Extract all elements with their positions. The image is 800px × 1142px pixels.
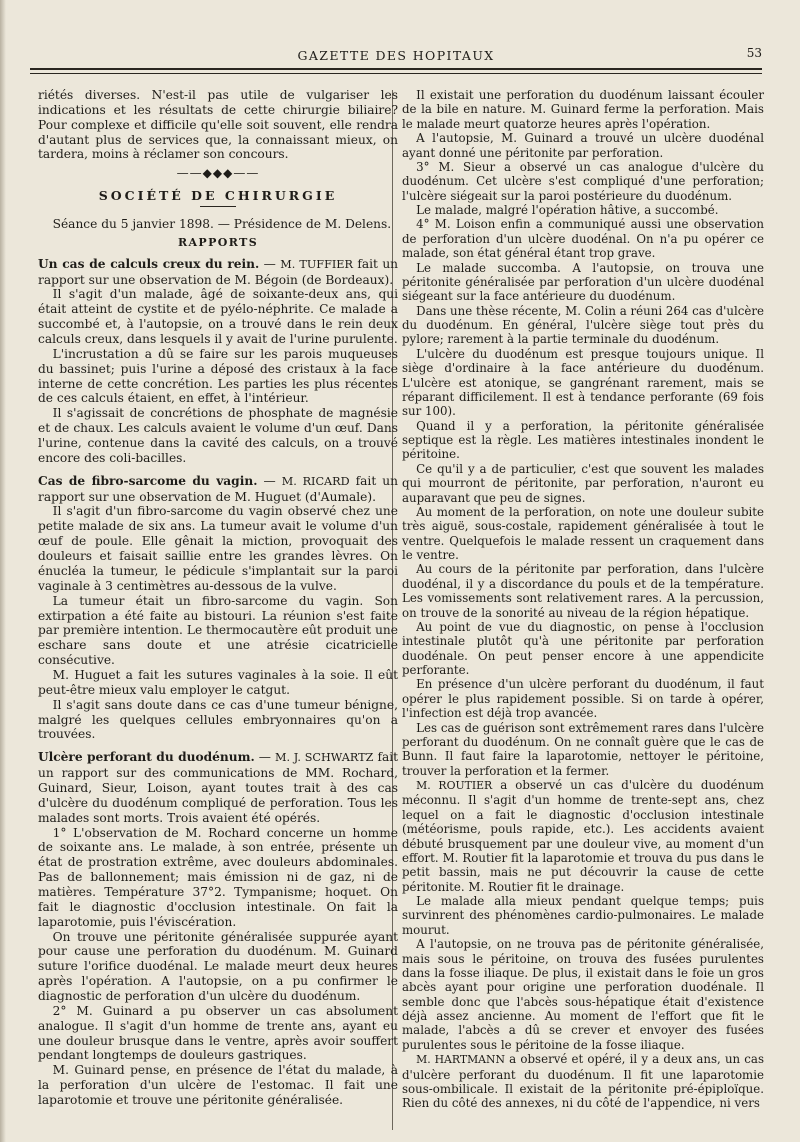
section-title-rule [200,206,236,207]
article-lead: fait un rapport sur une observation de M. Huguet (d'Aumale). [38,473,398,504]
paragraph: 1° L'observation de M. Rochard concerne un homme de soixante ans. Le malade, à son entrée, présente un état de prostration extrême, avec douleurs abdominales. Pas de ballonnement; mais émission ni de gaz, ni de matières. Température 37°2. Tympanisme; hoquet. On fait le diagnostic d'occlusion intestinale. On fait la laparotomie, puis l'éviscération. [38,825,398,929]
page-number: 53 [746,46,762,60]
article-author: M. J. SCHWARTZ [275,751,374,765]
paragraph: Quand il y a perforation, la péritonite généralisée septique est la règle. Les matières intestinales inondent le péritoine. [402,418,764,462]
paragraph: A l'autopsie, on ne trouva pas de péritonite généralisée, mais sous le péritoine, on trouva des fusées purulentes dans la fosse iliaque. De plus, il existait dans le foie un gros abcès ayant pour origine une perforation duodénale. Il semble donc que l'abcès sous-hépatique était d'existence déjà assez ancienne. Au moment de l'effort que fit le malade, l'abcès a dû se crever et envoyer des fusées purulentes sous le péritoine de la fosse iliaque. [402,937,764,1052]
article-title: Ulcère perforant du duodénum. [38,750,255,765]
paragraph: Au moment de la perforation, on note une douleur subite très aiguë, sous-costale, rapidement généralisée à tout le ventre. Quelquefois le malade ressent un craquement dans le ventre. [402,504,764,562]
article-title: Cas de fibro-sarcome du vagin. [38,473,258,488]
paragraph: Il existait une perforation du duodénum laissant écouler de la bile en nature. M. Guinard ferme la perforation. Mais le malade meurt quatorze heures après l'opération. [402,88,764,131]
header-rule-thick [30,68,762,70]
paragraph-text: a observé un cas d'ulcère du duodénum méconnu. Il s'agit d'un homme de trente-sept ans, chez lequel on a fait le diagnostic d'occlusion intestinale (météorisme, pouls rapide, etc.). Les accidents avaient débuté brusquement par une douleur vive, au moment d'un effort. M. Routier fit la laparotomie et trouva du pus dans le petit bassin, mais ne put découvrir la cause de cette péritonite. M. Routier fit le drainage. [402,778,764,894]
journal-title: GAZETTE DES HOPITAUX [297,48,495,63]
intro-paragraph: riétés diverses. N'est-il pas utile de vulgariser les indications et les résultats de cette chirurgie biliaire? Pour complexe et difficile qu'elle soit souvent, elle rendra d'autant plus de services que, la connaissant mieux, on tardera, moins à réclamer son concours. [38,88,398,162]
paragraph: Il s'agissait de concrétions de phosphate de magnésie et de chaux. Les calculs avaient le volume d'un œuf. Dans l'urine, contenue dans la cavité des calculs, on a trouvé encore des coli-bacilles. [38,406,398,465]
paragraph: La tumeur était un fibro-sarcome du vagin. Son extirpation a été faite au bistouri. La réunion s'est faite par première intention. Le thermocautère eût produit une eschare sans doute et une atrésie cicatricielle consécutive. [38,593,398,668]
page-header [30,44,762,78]
paragraph: Le malade succomba. A l'autopsie, on trouva une péritonite généralisée par perforation d'un ulcère duodénal siégeant sur la face antérieure du duodénum. [402,260,764,304]
article-ulcere: Ulcère perforant du duodénum. — M. J. SCHWARTZ fait un rapport sur des communications de MM. Rochard, Guinard, Sieur, Loison, ayant toutes trait à des cas d'ulcère du duodénum compliqué de perforation. Tous les malades sont morts. Trois avaient été opérés. [38,750,399,825]
paragraph: L'ulcère du duodénum est presque toujours unique. Il siège d'ordinaire à la face antérieure du duodénum. L'ulcère est atonique, se gangrénant rarement, mais se réparant difficilement. Il est à tendance perforante (69 fois sur 100). [402,346,764,419]
paragraph: M. Huguet a fait les sutures vaginales à la soie. Il eût peut-être mieux valu employer le catgut. [38,667,398,697]
rapports-heading: RAPPORTS [177,235,259,249]
paragraph: Ce qu'il y a de particulier, c'est que souvent les malades qui mourront de péritonite, par perforation, n'auront eu auparavant que peu de signes. [402,461,764,505]
paragraph: Dans une thèse récente, M. Colin a réuni 264 cas d'ulcère du duodénum. En général, l'ulcère siège tout près du pylore; rarement à la partie terminale du duodénum. [402,303,764,347]
article-title: Un cas de calculs creux du rein. [38,256,260,271]
paragraph: A l'autopsie, M. Guinard a trouvé un ulcère duodénal ayant donné une péritonite par perforation. [402,131,764,160]
left-column [38,88,398,1108]
paragraph-text: a observé et opéré, il y a deux ans, un cas d'ulcère perforant du duodénum. Il fit une laparotomie sous-ombilicale. Il existait de la péritonite pré-épiploïque. Rien du côté des annexes, ni du côté de l'appendice, ni vers [402,1052,765,1111]
paragraph: Le malade, malgré l'opération hâtive, a succombé. [416,203,719,217]
paragraph: 3° M. Sieur a observé un cas analogue d'ulcère du duodénum. Cet ulcère s'est compliqué d'une perforation; l'ulcère siégeait sur la paroi postérieure du duodénum. [402,159,764,203]
article-lead: fait un rapport sur des communications de MM. Rochard, Guinard, Sieur, Loison, ayant toutes trait à des cas d'ulcère du duodénum compliqué de perforation. Tous les malades sont morts. Trois avaient été opérés. [38,750,399,825]
paragraph: 2° M. Guinard a pu observer un cas absolument analogue. Il s'agit d'un homme de trente ans, ayant eu une douleur brusque dans le ventre, après avoir souffert pendant longtemps de douleurs gastriques. [38,1003,398,1063]
routier-paragraph [402,778,764,894]
paragraph: On trouve une péritonite généralisée suppurée ayant pour cause une perforation du duodénum. M. Guinard suture l'orifice duodénal. Le malade meurt deux heures après l'opération. A l'autopsie, on a pu confirmer le diagnostic de perforation d'un ulcère du duodénum. [38,929,398,1003]
hartmann-paragraph [402,1052,764,1111]
page-edge [0,0,6,1142]
article-lead: fait un rapport sur une observation de M. Bégoin (de Bordeaux). [38,256,399,287]
paragraph: Il s'agit d'un malade, âgé de soixante-deux ans, qui était atteint de cystite et de pyélo-néphrite. Ce malade a succombé et, à l'autopsie, on a trouvé dans le rein deux calculs creux, dans lesquels il y avait de l'urine purulente. [38,287,398,347]
session-line: Séance du 5 janvier 1898. — Présidence de M. Delens. [52,217,392,232]
article-author: M. TUFFIER [280,257,353,271]
paragraph: M. Guinard pense, en présence de l'état du malade, à la perforation d'un ulcère de l'estomac. Il fait une laparotomie et trouve une péritonite généralisée. [38,1063,398,1107]
paragraph: Il s'agit d'un fibro-sarcome du vagin observé chez une petite malade de six ans. La tumeur avait le volume d'un œuf de poule. Elle gênait la miction, provoquait des douleurs et faisait saillie entre les grandes lèvres. On énucléa la tumeur, le pédicule s'implantait sur la paroi vaginale à 3 centimètres au-dessous de la vulve. [38,504,398,593]
right-column [402,88,764,1111]
paragraph: Il s'agit sans doute dans ce cas d'une tumeur bénigne, malgré les quelques cellules embryonnaires qu'on a trouvées. [38,697,398,742]
paragraph: Au cours de la péritonite par perforation, dans l'ulcère duodénal, il y a discordance du pouls et de la température. Les vomissements sont relativement rares. A la percussion, on trouve de la sonorité au niveau de la région hépatique. [402,562,764,620]
paragraph: En présence d'un ulcère perforant du duodénum, il faut opérer le plus rapidement possible. Si on tarde à opérer, l'infection est déjà trop avancée. [402,677,764,721]
paragraph: Le malade alla mieux pendant quelque temps; puis survinrent des phénomènes cardio-pulmonaires. Le malade mourut. [402,894,764,937]
speaker-name: M. ROUTIER [416,779,493,792]
paragraph: 4° M. Loison enfin a communiqué aussi une observation de perforation d'un ulcère duodénal. On n'a pu opérer ce malade, son état général étant trop grave. [402,217,764,261]
paragraph: Les cas de guérison sont extrêmement rares dans l'ulcère perforant du duodénum. On ne connaît guère que le cas de Bunn. Il faut faire la laparotomie, nettoyer le péritoine, trouver la perforation et la fermer. [402,720,764,778]
header-rule-thin [30,73,762,74]
article-fibro-sarcome: Cas de fibro-sarcome du vagin. — M. RICARD fait un rapport sur une observation de M. Huguet (d'Aumale). [38,473,398,504]
section-separator: ——◆◆◆—— [176,166,260,181]
paragraph: Au point de vue du diagnostic, on pense à l'occlusion intestinale plutôt qu'à une péritonite par perforation duodénale. On peut penser encore à une appendicite perforante. [402,619,764,677]
article-calculs: Un cas de calculs creux du rein. — M. TUFFIER fait un rapport sur une observation de M. Bégoin (de Bordeaux). [38,256,399,287]
section-title: SOCIÉTÉ DE CHIRURGIE [98,188,338,204]
article-author: M. RICARD [281,474,350,488]
paragraph: L'incrustation a dû se faire sur les parois muqueuses du bassinet; puis l'urine a déposé des cristaux à la face interne de cette concrétion. Les parties les plus récentes de ces calculs étaient, en effet, à l'intérieur. [38,346,398,406]
speaker-name: M. HARTMANN [416,1053,505,1067]
